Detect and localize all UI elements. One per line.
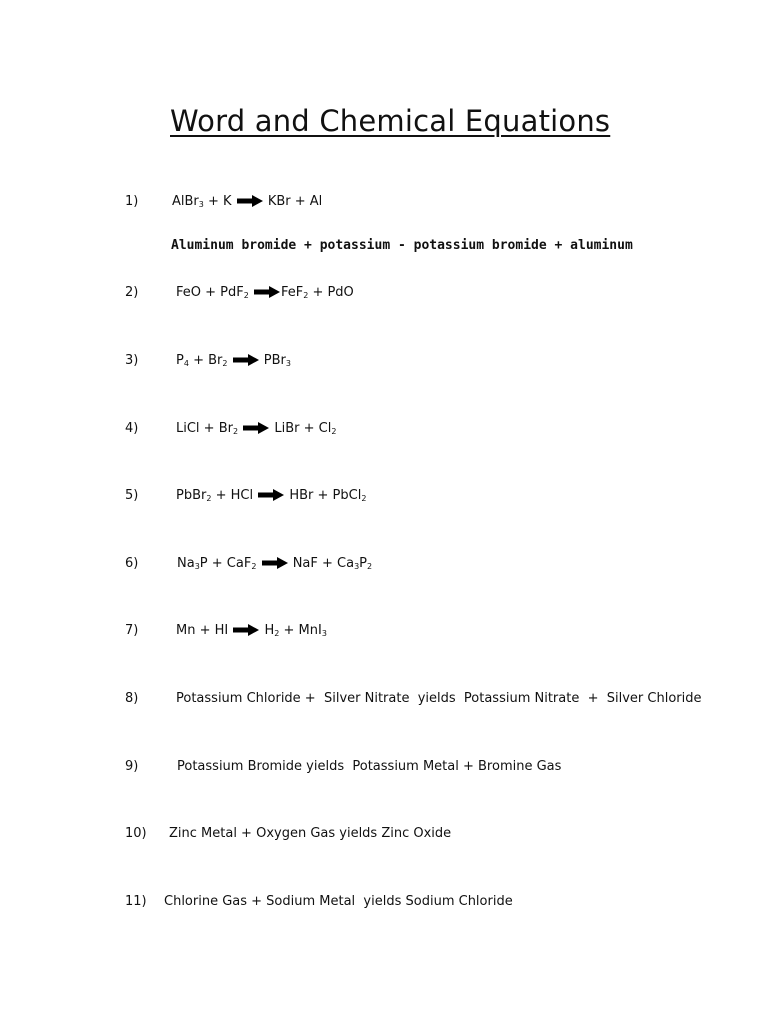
product-text: + MnI xyxy=(279,623,322,638)
product-text: NaF + Ca xyxy=(292,556,355,571)
product-text: PBr xyxy=(263,353,286,368)
product-text: HBr + PbCl xyxy=(289,488,362,503)
chemical-equation xyxy=(176,623,327,638)
right-arrow-icon xyxy=(258,489,284,501)
word-equation: Chlorine Gas + Sodium Metal yields Sodium Chloride xyxy=(164,894,513,909)
subscript: 3 xyxy=(285,359,291,368)
reactant-text: Na xyxy=(177,556,195,571)
item-number: 10) xyxy=(125,826,147,841)
chemical-equation xyxy=(177,556,372,571)
right-arrow-icon xyxy=(233,624,259,636)
product-text: KBr + Al xyxy=(267,194,323,209)
reactant-text: PbBr xyxy=(176,488,207,503)
reactant-text: AlBr xyxy=(172,194,199,209)
subscript: 2 xyxy=(331,427,337,436)
reactant-text: P + CaF xyxy=(199,556,252,571)
word-equation: Zinc Metal + Oxygen Gas yields Zinc Oxide xyxy=(169,826,452,841)
right-arrow-icon xyxy=(243,422,269,434)
item-number: 1) xyxy=(125,194,139,209)
word-equation: Potassium Chloride + Silver Nitrate yields Potassium Nitrate + Silver Chloride xyxy=(176,691,702,706)
subscript: 2 xyxy=(367,562,373,571)
product-text: FeF xyxy=(280,285,304,300)
chemical-equation xyxy=(176,353,291,368)
subscript: 2 xyxy=(251,562,257,571)
item-number: 4) xyxy=(125,421,139,436)
reactant-text: LiCl + Br xyxy=(176,421,233,436)
right-arrow-icon xyxy=(233,354,259,366)
item-number: 3) xyxy=(125,353,139,368)
subscript: 2 xyxy=(206,494,212,503)
reactant-text: P xyxy=(176,353,184,368)
product-text: + PdO xyxy=(308,285,354,300)
subscript: 4 xyxy=(183,359,189,368)
item-number: 2) xyxy=(125,285,139,300)
reactant-text: + Br xyxy=(188,353,223,368)
reactant-text: FeO + PdF xyxy=(176,285,244,300)
word-equation: Potassium Bromide yields Potassium Metal + Bromine Gas xyxy=(177,759,562,774)
subscript: 3 xyxy=(321,629,327,638)
subscript: 2 xyxy=(303,291,309,300)
product-text: LiBr + Cl xyxy=(274,421,332,436)
reactant-text: Mn + HI xyxy=(176,623,229,638)
right-arrow-icon xyxy=(237,195,263,207)
product-text: P xyxy=(359,556,368,571)
chemical-equation xyxy=(176,488,366,503)
chemical-equation xyxy=(176,421,336,436)
item-number: 9) xyxy=(125,759,139,774)
subscript: 3 xyxy=(198,200,204,209)
item-number: 11) xyxy=(125,894,147,909)
right-arrow-icon xyxy=(254,286,280,298)
reactant-text: + K xyxy=(203,194,232,209)
subscript: 3 xyxy=(194,562,200,571)
subscript: 2 xyxy=(222,359,228,368)
chemical-equation xyxy=(176,285,354,300)
subscript: 2 xyxy=(232,427,239,436)
item-number: 5) xyxy=(125,488,139,503)
subscript: 2 xyxy=(243,291,249,300)
answer-line: Aluminum bromide + potassium - potassium bromide + aluminum xyxy=(171,238,633,253)
product-text: H xyxy=(264,623,275,638)
chemical-equation xyxy=(172,194,322,209)
item-number: 7) xyxy=(125,623,139,638)
subscript: 2 xyxy=(361,494,367,503)
subscript: 3 xyxy=(354,562,360,571)
reactant-text: + HCl xyxy=(211,488,254,503)
page-title: Word and Chemical Equations xyxy=(170,104,611,138)
subscript: 2 xyxy=(274,629,280,638)
item-number: 6) xyxy=(125,556,139,571)
item-number: 8) xyxy=(125,691,139,706)
right-arrow-icon xyxy=(262,557,288,569)
